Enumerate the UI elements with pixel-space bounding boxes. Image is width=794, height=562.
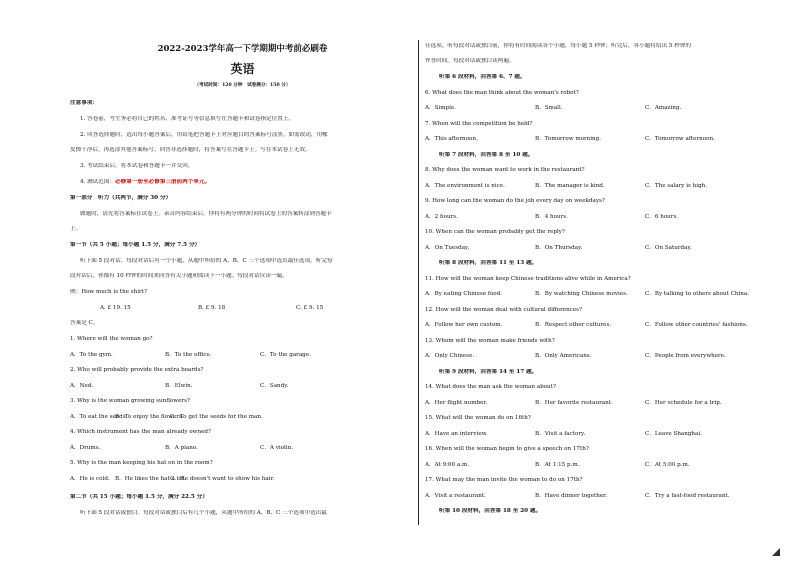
part1-intro-line1: 做题时，请先将答案标在试卷上。录音内容结束后，你将有两分钟的时间将试卷上的答案转涂到答题卡 xyxy=(80,211,332,217)
section1-intro-line2: 段对话后，你都有 10 秒钟的时间来回答有关小题和阅读下一小题。每段对话仅读一遍。 xyxy=(70,273,288,279)
question-2-option-c[interactable]: C．Sandy. xyxy=(260,382,289,389)
question-3-option-b[interactable]: B．To enjoy the flowers. xyxy=(115,413,184,420)
question-7-option-c[interactable]: C．Tomorrow afternoon. xyxy=(645,136,715,142)
question-8: 8. Why does the woman want to work in the restaurant? xyxy=(425,167,585,173)
question-14-option-b[interactable]: B．Her favorite restaurant. xyxy=(535,399,613,406)
question-1-option-b[interactable]: B．To the office. xyxy=(165,351,212,358)
note-3: 3. 考试结束后，将本试卷和答题卡一并交回。 xyxy=(80,163,194,169)
question-5-option-c[interactable]: C．He doesn't want to show his hair. xyxy=(170,475,275,482)
section1-intro-line1: 听下面 5 段对话。每段对话后有一个小题，从题中所给的 A、B、C 三个选项中选出最佳选项。听完每 xyxy=(80,258,333,264)
question-11-option-c[interactable]: C．By talking to others about China. xyxy=(645,291,749,297)
question-2: 2. Who will probably provide the extra boards? xyxy=(70,367,204,373)
question-13: 13. Whom will the woman make friends with? xyxy=(425,337,555,344)
question-3-options xyxy=(70,414,415,421)
question-13-option-c[interactable]: C．People from everywhere. xyxy=(645,353,726,359)
question-17: 17. What may the man invite the woman to do on 17th? xyxy=(425,477,583,483)
question-6-options xyxy=(425,105,760,112)
part1-heading: 第一部分 听力（共两节，满分 30 分） xyxy=(70,195,172,201)
question-4-option-c[interactable]: C．A violin. xyxy=(260,444,293,451)
note-4-prefix: 4. 测试范围： xyxy=(80,179,116,185)
question-7-option-a[interactable]: A．This afternoon. xyxy=(425,136,478,142)
section2-intro-cont-line1: 佳选项。听每段对话或独白前，你将有时间阅读各个小题，每小题 5 秒钟；听完后，各小题将给出 5 秒钟的 xyxy=(425,43,691,49)
question-4-option-b[interactable]: B．A piano. xyxy=(165,444,198,451)
question-17-option-b[interactable]: B．Have dinner together. xyxy=(535,492,608,499)
left-column xyxy=(70,0,415,562)
question-9-options xyxy=(425,214,760,221)
question-3-option-a[interactable]: A．To eat the seeds. xyxy=(70,413,128,420)
question-14-option-a[interactable]: A．Her flight number. xyxy=(425,399,488,406)
question-13-options xyxy=(425,353,760,360)
subject-title: 英语 xyxy=(230,62,255,76)
example-answer: 答案是 C。 xyxy=(70,320,99,326)
question-11-options xyxy=(425,291,760,298)
example-option-a: A. £ 19. 15 xyxy=(100,305,131,311)
question-1-option-c[interactable]: C．To the garage. xyxy=(260,351,311,358)
question-5: 5. Why is the man keeping his hat on in the room? xyxy=(70,460,213,466)
question-15-option-b[interactable]: B．Visit a factory. xyxy=(535,430,586,437)
question-12-option-b[interactable]: B．Respect other cultures. xyxy=(535,322,612,328)
question-10-options xyxy=(425,245,760,252)
note-2-line2: 皮擦干净后，再选涂其他答案标号。回答非选择题时，将答案写在答题卡上。写在本试卷上无效。 xyxy=(70,147,311,153)
note-2-line1: 2. 回答选择题时，选出每小题答案后，用铅笔把答题卡上对应题目的答案标号涂黑。如需改动，用橡 xyxy=(80,132,328,138)
example-option-b: B. £ 9. 18 xyxy=(198,305,226,311)
question-12: 12. How will the woman deal with cultural differences? xyxy=(425,306,583,313)
question-6-option-c[interactable]: C．Amazing. xyxy=(645,105,682,111)
question-2-option-b[interactable]: B．Elwin. xyxy=(165,382,193,389)
right-column xyxy=(425,0,760,562)
exam-info: （考试时间：120 分钟 试卷满分：150 分） xyxy=(194,83,291,88)
question-16-option-b[interactable]: B．At 1:15 p.m. xyxy=(535,461,580,468)
example-option-c: C. £ 9. 15 xyxy=(296,305,324,311)
question-13-option-b[interactable]: B．Only Americans. xyxy=(535,353,592,359)
question-10-option-a[interactable]: A．On Tuesday. xyxy=(425,244,470,251)
part1-intro-line2: 上。 xyxy=(70,226,82,232)
material-heading: 听第 6 段材料，回答第 6、7 题。 xyxy=(439,74,526,80)
example-question: 例：How much is the shirt? xyxy=(70,289,147,295)
column-divider xyxy=(418,40,419,525)
page-corner-mark xyxy=(772,548,780,556)
question-8-option-b[interactable]: B．The manager is kind. xyxy=(535,182,605,189)
question-11: 11. How will the woman keep Chinese traditions alive while in America? xyxy=(425,275,631,282)
question-5-option-b[interactable]: B．He likes the hat a lot. xyxy=(115,475,186,482)
question-6-option-b[interactable]: B．Small. xyxy=(535,105,563,111)
section2-intro: 听下面 5 段对话或独白。每段对话或独白后有几个小题，从题中所给的 A、B、C 三个选项中选出最 xyxy=(80,510,327,516)
material-heading: 听第 8 段材料，回答第 11 至 13 题。 xyxy=(439,260,538,266)
question-16-option-a[interactable]: A．At 9:00 a.m. xyxy=(425,461,470,468)
exam-title: 2022-2023学年高一下学期期中考前必刷卷 xyxy=(157,44,328,54)
question-17-option-c[interactable]: C．Try a fast-food restaurant. xyxy=(645,492,730,499)
question-3-option-c[interactable]: C．To get the seeds for the man. xyxy=(170,413,263,420)
question-3: 3. Why is the woman growing sunflowers? xyxy=(70,398,190,404)
question-7-option-b[interactable]: B．Tomorrow morning. xyxy=(535,136,602,142)
question-14-option-c[interactable]: C．Her schedule for a trip. xyxy=(645,399,722,406)
question-14: 14. What does the man ask the woman about? xyxy=(425,384,556,390)
question-15-option-a[interactable]: A．Have an interview. xyxy=(425,430,488,437)
question-4: 4. Which instrument has the man already owned? xyxy=(70,429,211,435)
question-1-options xyxy=(70,352,415,359)
question-16-options xyxy=(425,462,760,469)
note-1: 1. 答卷前，考生务必将自己的姓名、准考证号等信息填写在答题卡和试卷指定位置上。 xyxy=(80,116,295,122)
question-17-option-a[interactable]: A．Visit a restaurant. xyxy=(425,492,486,499)
question-10-option-c[interactable]: C．On Saturday. xyxy=(645,244,692,251)
example-options xyxy=(70,305,415,312)
question-4-options xyxy=(70,445,415,452)
question-15-options xyxy=(425,431,760,438)
test-scope: 必修第一册至必修第三册前两个单元。 xyxy=(115,179,211,185)
question-12-option-a[interactable]: A．Follow her own custom. xyxy=(425,322,503,328)
question-5-options xyxy=(70,476,415,483)
question-7: 7. When will the competition be held? xyxy=(425,120,533,127)
question-16: 16. When will the woman begin to give a speech on 17th? xyxy=(425,446,589,452)
question-15-option-c[interactable]: C．Leave Shanghai. xyxy=(645,430,702,437)
material-heading: 听第 9 段材料，回答第 14 至 17 题。 xyxy=(439,368,538,375)
question-7-options xyxy=(425,136,760,143)
question-10: 10. When can the woman probably get the reply? xyxy=(425,229,565,235)
question-8-option-a[interactable]: A．The environment is nice. xyxy=(425,182,505,189)
notes-heading: 注意事项： xyxy=(70,100,98,106)
question-8-option-c[interactable]: C．The salary is high. xyxy=(645,182,708,189)
question-1: 1. Where will the woman go? xyxy=(70,336,153,342)
section1-heading: 第一节（共 5 小题；每小题 1.5 分，满分 7.5 分） xyxy=(70,242,201,248)
question-9-option-a[interactable]: A．2 hours. xyxy=(425,213,458,220)
question-12-option-c[interactable]: C．Follow other countries' fashions. xyxy=(645,322,748,328)
question-15: 15. What will the woman do on 16th? xyxy=(425,415,531,421)
question-11-option-a[interactable]: A．By eating Chinese food. xyxy=(425,291,503,297)
question-10-option-b[interactable]: B．On Thursday. xyxy=(535,244,583,251)
question-5-option-a[interactable]: A．He is cold. xyxy=(70,475,110,482)
question-2-options xyxy=(70,383,415,390)
note-4 xyxy=(70,179,415,186)
material-heading: 听第 10 段材料，回答第 18 至 20 题。 xyxy=(439,508,542,514)
question-8-options xyxy=(425,183,760,190)
material-heading: 听第 7 段材料，回答第 8 至 10 题。 xyxy=(439,151,534,158)
question-9-option-b[interactable]: B．4 hours. xyxy=(535,213,568,220)
section2-intro-cont-line2: 作答时间。每段对话或独白读两遍。 xyxy=(425,58,515,64)
question-4-option-a[interactable]: A．Drums. xyxy=(70,444,101,451)
question-12-options xyxy=(425,322,760,329)
question-11-option-b[interactable]: B．By watching Chinese movies. xyxy=(535,291,628,297)
question-14-options xyxy=(425,400,760,407)
question-9: 9. How long can the woman do the job every day on weekdays? xyxy=(425,198,605,204)
question-13-option-a[interactable]: A．Only Chinese. xyxy=(425,353,475,359)
question-17-options xyxy=(425,493,760,500)
section2-heading: 第二节（共 15 小题；每小题 1.5 分，满分 22.5 分） xyxy=(70,494,208,500)
question-6-option-a[interactable]: A．Simple. xyxy=(425,105,457,111)
question-6: 6. What does the man think about the woman's robot? xyxy=(425,89,579,96)
question-16-option-c[interactable]: C．At 5:00 p.m. xyxy=(645,461,690,468)
question-9-option-c[interactable]: C．6 hours. xyxy=(645,213,679,220)
question-1-option-a[interactable]: A．To the gym. xyxy=(70,351,113,358)
question-2-option-a[interactable]: A．Ned. xyxy=(70,382,94,389)
